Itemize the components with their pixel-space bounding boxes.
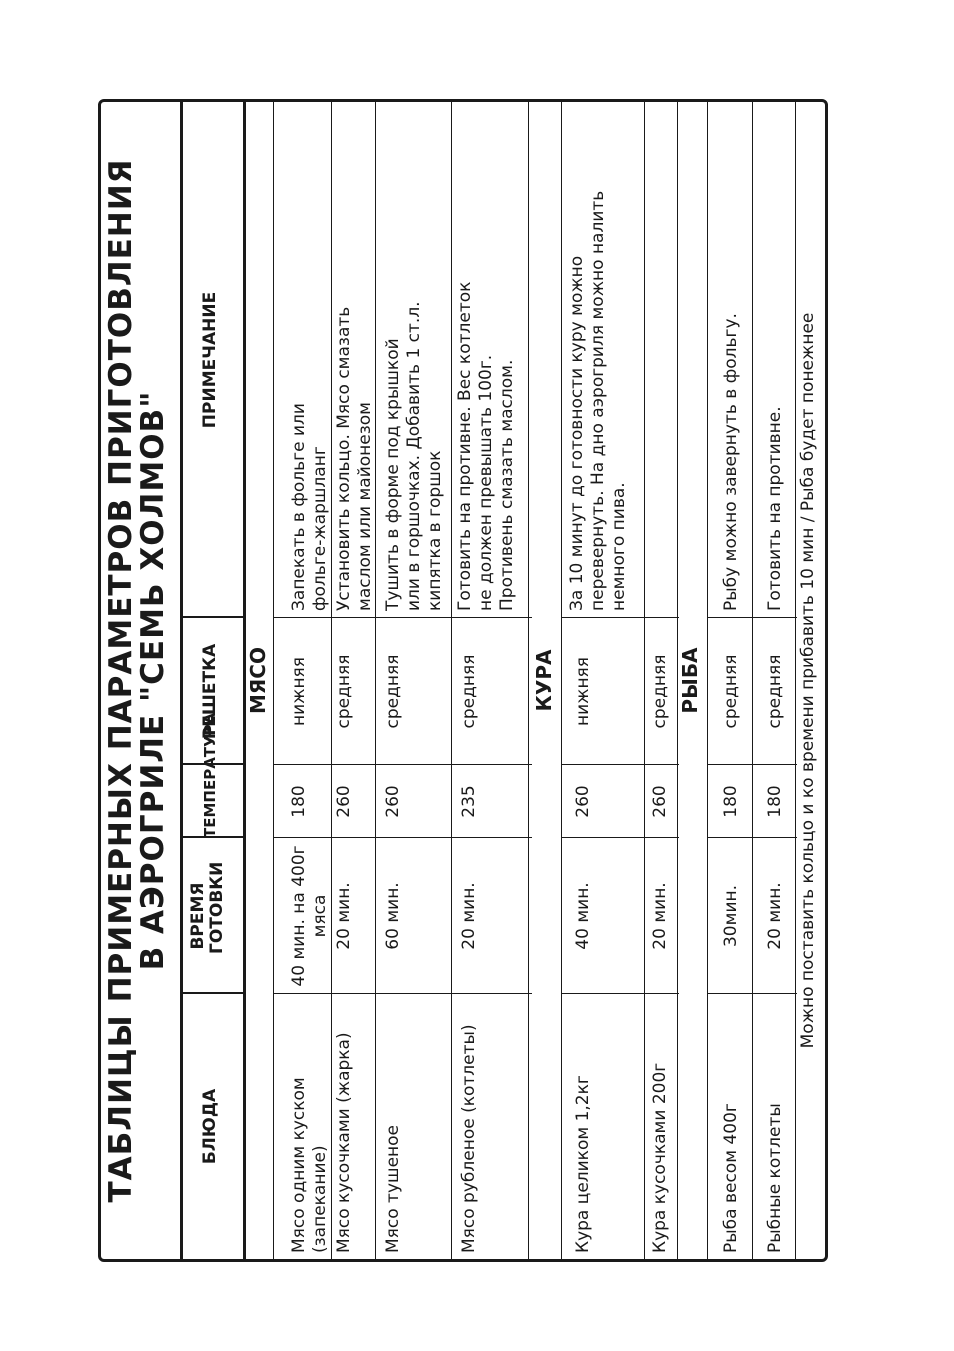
fish-row-2-note: Готовить на противне. (765, 406, 785, 611)
rule-chicken-section (561, 102, 562, 1259)
meat-row-4-note: Готовить на противне. Вес котлеток не должен превышать 100г. Противень смазать маслом. (455, 281, 517, 611)
section-meat: МЯСО (246, 647, 270, 714)
page-title (105, 102, 169, 1259)
meat-row-4-temp: 235 (459, 785, 479, 818)
meat-row-3-dish: Мясо тушеное (383, 1125, 403, 1253)
rule-fish-2 (795, 102, 796, 1259)
meat-row-2-rack: средняя (334, 654, 354, 729)
meat-row-3-note: Тушить в форме под крышкой или в горшочках. Добавить 1 ст.л. кипятка в горшок (383, 301, 445, 611)
rotated-table (101, 102, 825, 1259)
rule-fish-section (707, 102, 708, 1259)
fish-row-2-time: 20 мин. (765, 882, 785, 950)
meat-row-4-rack: средняя (459, 654, 479, 729)
chicken-row-1-time: 40 мин. (573, 882, 593, 950)
meat-row-2-dish: Мясо кусочками (жарка) (334, 1032, 354, 1253)
rule-title (180, 102, 183, 1259)
meat-row-2-temp: 260 (334, 785, 354, 818)
fish-row-1-temp: 180 (721, 785, 741, 818)
chicken-row-1-temp: 260 (573, 785, 593, 818)
header-time: ВРЕМЯ ГОТОВКИ (188, 861, 227, 954)
footnote: Можно поставить кольцо и ко времени прибавить 10 мин / Рыба будет понежнее (798, 312, 818, 1049)
section-chicken: КУРА (532, 649, 556, 712)
title-line-1: ТАБЛИЦЫ ПРИМЕРНЫХ ПАРАМЕТРОВ ПРИГОТОВЛЕНИЯ (103, 158, 139, 1203)
title-line-2: В АЭРОГРИЛЕ "СЕМЬ ХОЛМОВ" (135, 390, 171, 971)
chicken-row-2-temp: 260 (650, 785, 670, 818)
meat-row-3-temp: 260 (383, 785, 403, 818)
meat-row-1-temp: 180 (289, 785, 309, 818)
table-frame (98, 99, 828, 1262)
meat-row-2-time: 20 мин. (334, 882, 354, 950)
header-note: ПРИМЕЧАНИЕ (200, 291, 220, 429)
fish-row-1-time: 30мин. (721, 884, 741, 948)
fish-row-1-rack: средняя (721, 654, 741, 729)
rule-meat-section (273, 102, 274, 1259)
meat-row-2-note: Установить кольцо. Мясо смазать маслом или майонезом (334, 306, 375, 611)
meat-row-3-rack: средняя (383, 654, 403, 729)
meat-row-1-note: Запекать в фольге или фольге-жаршланг (289, 403, 330, 611)
fish-row-2-dish: Рыбные котлеты (765, 1103, 785, 1253)
header-temp: ТЕМПЕРАТУРА (201, 712, 219, 838)
fish-row-2-rack: средняя (765, 654, 785, 729)
rule-meat-3 (451, 102, 452, 1259)
meat-row-1-time: 40 мин. на 400г мяса (289, 845, 330, 987)
chicken-row-2-rack: средняя (650, 654, 670, 729)
section-fish: РЫБА (678, 647, 702, 714)
chicken-row-1-dish: Кура целиком 1,2кг (573, 1075, 593, 1253)
chicken-row-2-dish: Кура кусочками 200г (650, 1062, 670, 1253)
fish-row-1-note: Рыбу можно завернуть в фольгу. (721, 313, 741, 611)
meat-row-1-rack: нижняя (289, 656, 309, 727)
rule-chicken-1 (644, 102, 645, 1259)
fish-row-1-dish: Рыба весом 400г (721, 1103, 741, 1253)
meat-row-3-time: 60 мин. (383, 882, 403, 950)
rule-fish-1 (752, 102, 753, 1259)
meat-row-4-time: 20 мин. (459, 882, 479, 950)
header-dish: БЛЮДА (200, 1088, 220, 1165)
header-rack: РЕШЕТКА (200, 643, 220, 740)
chicken-row-1-rack: нижняя (573, 656, 593, 727)
chicken-row-2-time: 20 мин. (650, 882, 670, 950)
rule-meat-4 (528, 102, 529, 1259)
meat-row-4-dish: Мясо рубленое (котлеты) (459, 1024, 479, 1253)
meat-row-1-dish: Мясо одним куском (запекание) (289, 1077, 330, 1253)
fish-row-2-temp: 180 (765, 785, 785, 818)
chicken-row-1-note: За 10 минут до готовности куру можно перевернуть. На дно аэрогриля можно налить немного пива. (567, 190, 629, 611)
rule-meat-1 (331, 102, 332, 1259)
